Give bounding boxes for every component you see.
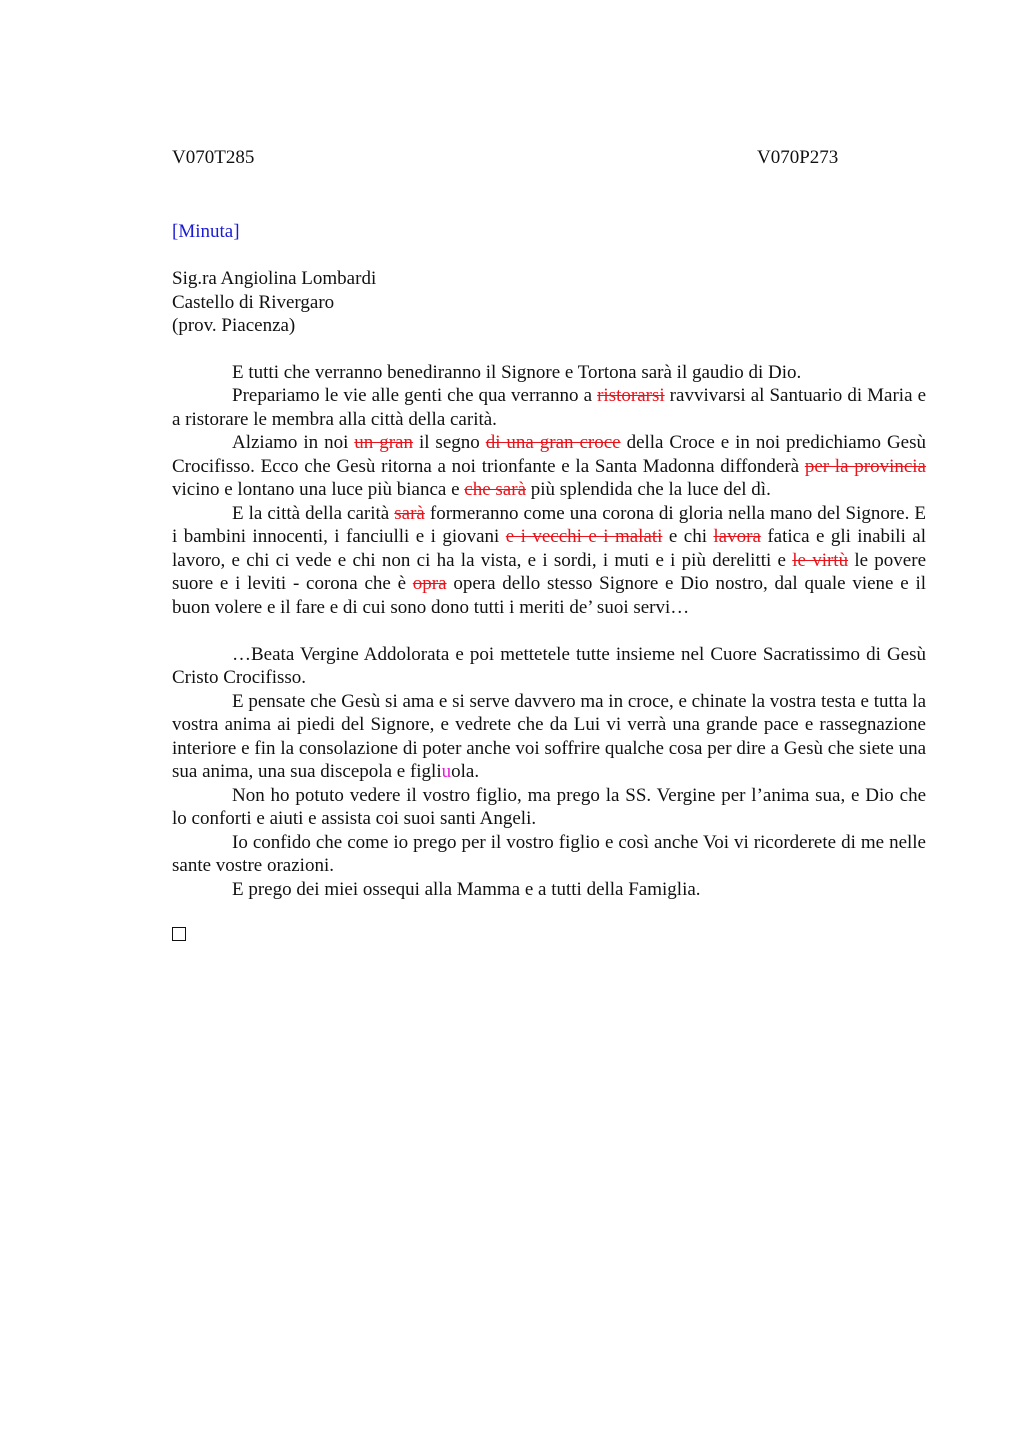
checkbox-square-icon [172, 927, 186, 941]
document-code-right: V070P273 [757, 147, 839, 168]
paragraph-3-text-e: più splendida che la luce del dì. [526, 479, 771, 500]
paragraph-6 [172, 690, 926, 784]
document-header [172, 145, 926, 171]
address-place: Castello di Rivergaro [172, 291, 335, 313]
deleted-word: sarà [394, 502, 425, 524]
address-name: Sig.ra Angiolina Lombardi [172, 268, 377, 289]
deleted-word: lavora [713, 526, 761, 547]
deleted-word: per la provincia [804, 455, 926, 477]
paragraph-3-text-c: della Croce e in noi predichiamo Gesù Crocifisso. Ecco che Gesù ritorna a noi trionfante e la Santa Madonna diffonderà [172, 432, 926, 477]
paragraph-4-text-e: le povere suore e i leviti - corona che è [172, 549, 926, 594]
inserted-letter: u [441, 761, 452, 782]
paragraph-2-text-a: Prepariamo le vie alle genti che qua verranno a [232, 385, 598, 406]
document-page [172, 145, 926, 941]
paragraph-5: …Beata Vergine Addolorata e poi mettetele tutte insieme nel Cuore Sacratissimo di Gesù Cristo Crocifisso. [172, 643, 926, 688]
document-code-left: V070T285 [172, 147, 255, 168]
paragraph-4-text-d: fatica e gli inabili al lavoro, e chi ci vede e chi non ci ha la vista, e i sordi, i muti e i più derelitti e [172, 526, 927, 571]
paragraph-4 [172, 502, 926, 620]
deleted-word: un gran [354, 432, 413, 453]
section-gap [172, 619, 926, 643]
paragraph-6-text-a: E pensate che Gesù si ama e si serve davvero ma in croce, e chinate la vostra testa e tutta la vostra anima ai piedi del Signore, e vedrete che da Lui vi verrà una grande pace e rassegnazione interiore e fin la consolazione di poter anche voi soffrire qualche cosa per dire a Gesù che siete una sua anima, una sua discepola e figli [172, 690, 926, 782]
paragraph-3-text-b: il segno [413, 432, 486, 453]
paragraph-4-text-f: opera dello stesso Signore e Dio nostro, dal quale viene e il buon volere e il fare e di cui sono dono tutti i meriti de’ suoi servi… [172, 573, 926, 618]
paragraph-9: E prego dei miei ossequi alla Mamma e a tutti della Famiglia. [232, 878, 701, 900]
paragraph-2-text-b: ravvivarsi al Santuario di Maria e a ristorare le membra alla città della carità. [172, 385, 926, 430]
paragraph-7: Non ho potuto vedere il vostro figlio, ma prego la SS. Vergine per l’anima sua, e Dio che lo conforti e aiuti e assista coi suoi santi Angeli. [172, 784, 926, 829]
paragraph-8: Io confido che come io prego per il vostro figlio e così anche Voi vi ricorderete di me nelle sante vostre orazioni. [172, 831, 926, 876]
paragraph-4-text-b: formeranno come una corona di gloria nella mano del Signore. E i bambini innocenti, i fanciulli e i giovani [172, 502, 926, 547]
paragraph-3-text-d: vicino e lontano una luce più bianca e [172, 479, 465, 500]
deleted-word: di una gran croce [485, 432, 621, 453]
paragraph-4-text-c: e chi [662, 526, 714, 547]
deleted-word: che sarà [464, 479, 527, 500]
minuta-label: [Minuta] [172, 221, 240, 242]
paragraph-4-text-a: E la città della carità [232, 502, 395, 524]
deleted-word: ristorarsi [597, 385, 665, 406]
letter-body [172, 361, 926, 902]
deleted-word: le virtù [792, 549, 849, 571]
paragraph-6-text-b: ola. [451, 761, 480, 782]
paragraph-3 [172, 431, 926, 502]
paragraph-3-text-a: Alziamo in noi [232, 432, 355, 453]
paragraph-1: E tutti che verranno benediranno il Signore e Tortona sarà il gaudio di Dio. [232, 361, 802, 383]
paragraph-2 [172, 384, 926, 431]
address-province: (prov. Piacenza) [172, 315, 296, 336]
deleted-word: opra [412, 573, 447, 594]
deleted-word: e i vecchi e i malati [505, 526, 663, 547]
recipient-address [172, 267, 926, 338]
